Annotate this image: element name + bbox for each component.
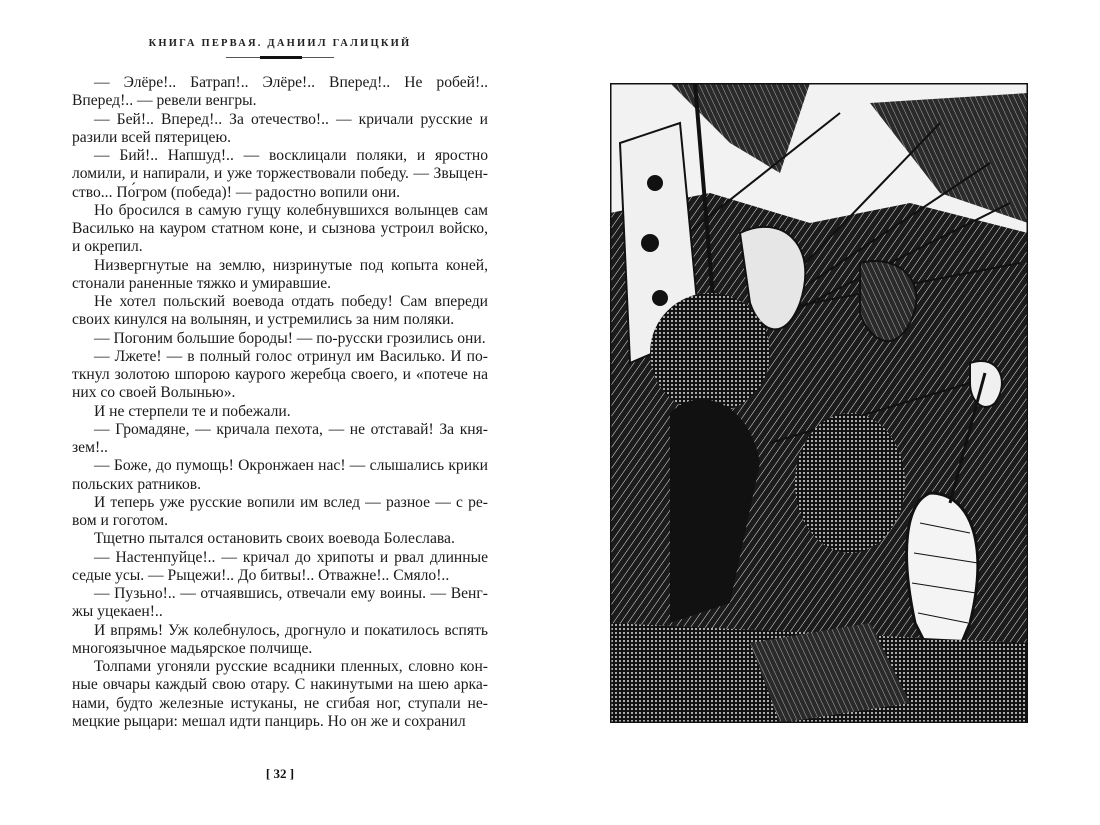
header-divider-accent [260,56,302,59]
paragraph: — Боже, до пумощь! Окронжаен нас! — слышались крики польских ратников. [72,457,488,493]
page-number: [ 32 ] [265,766,295,781]
text-column [72,74,488,731]
paragraph: Не хотел польский воевода отдать победу! Сам впереди своих кинулся на волынян, и устремились за ним поляки. [72,293,488,329]
paragraph: — Погоним большие бороды! — по-русски грозились они. [94,329,486,347]
paragraph: — Бей!.. Вперед!.. За отечество!.. — кричали русские и разили всей пятерицею. [72,110,488,146]
paragraph: Тщетно пытался остановить своих воевода Болеслава. [94,530,455,548]
paragraph: Низвергнутые на землю, низринутые под копыта коней, стонали раненные тяжко и умиравшие. [72,256,488,292]
running-head: КНИГА ПЕРВАЯ. ДАНИИЛ ГАЛИЦКИЙ [148,38,412,49]
paragraph: Толпами угоняли русские всадники пленных, словно конные овчары каждый свою отару. С накинутыми на шею арканами, будто железные истуканы, не сгибая ног, ступали немецкие рыцари: мешал идти панцирь. Но он же и сохранил [72,658,488,730]
battle-illustration [610,83,1028,723]
paragraph: — Элёре!.. Батрап!.. Элёре!.. Вперед!.. Не робей!.. Вперед!.. — ревели венгры. [72,74,488,110]
header-divider [226,57,334,58]
paragraph: И теперь уже русские вопили им вслед — разное — с ревом и гоготом. [72,493,488,529]
paragraph: И впрямь! Уж колебнулось, дрогнуло и покатилось вспять многоязычное мадьярское полчище. [72,621,488,657]
paragraph: И не стерпели те и побежали. [94,402,291,420]
paragraph: — Громадяне, — кричала пехота, — не отставай! За князем!.. [72,420,488,456]
paragraph: — Лжете! — в полный голос отринул им Василько. И поткнул золотою шпорою каурого жеребца своего, и «потече на них со своей Волынью». [72,347,488,402]
paragraph: — Бий!.. Напшуд!.. — восклицали поляки, и яростно ломили, и напирали, и уже торжествовали победу. — Звыценство... По́гром (победа)! — радостно вопили они. [72,147,488,201]
paragraph: — Пузьно!.. — отчаявшись, отвечали ему воины. — Венгжы уцекаен!.. [72,585,488,621]
paragraph: Но бросился в самую гущу колебнувшихся волынцев сам Василько на кауром статном коне, и сызнова устроил войско, и окрепил. [72,201,488,256]
paragraph: — Настенпуйце!.. — кричал до хрипоты и рвал длинные седые усы. — Рыцежи!.. До битвы!.. Отважне!.. Смяло!.. [72,548,488,584]
engraving-image [610,83,1028,723]
